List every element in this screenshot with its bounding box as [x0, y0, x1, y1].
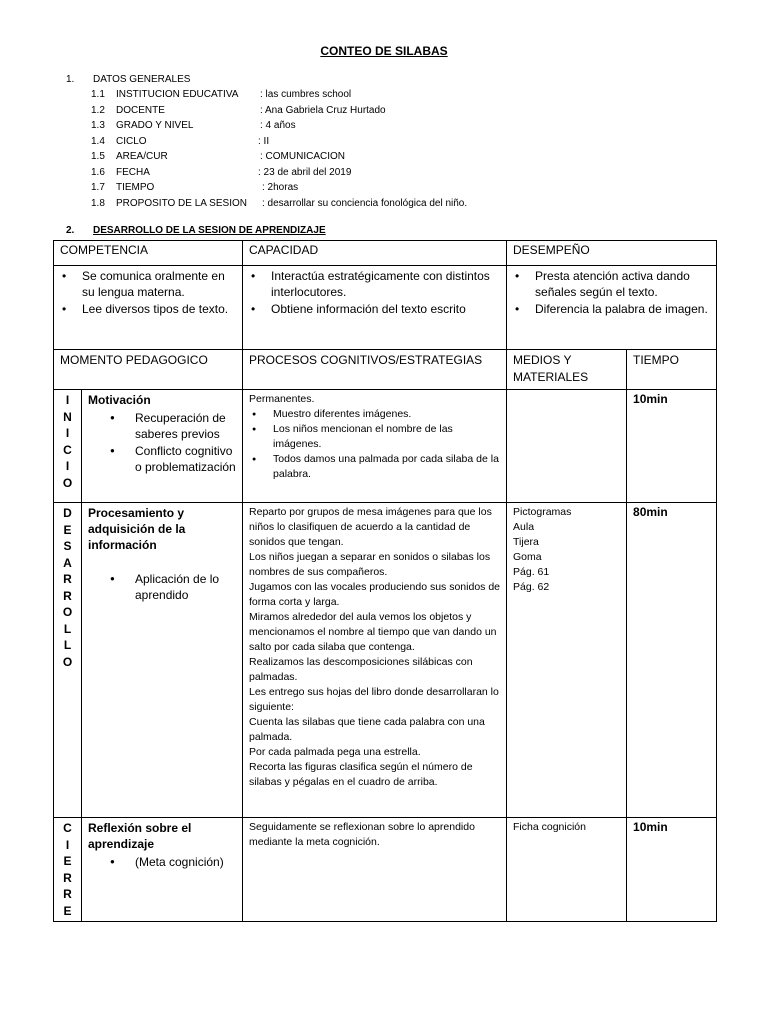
list-item: ● Conflicto cognitivo o problematización [88, 443, 236, 475]
row-number: 1.7 [91, 182, 105, 193]
vertical-letter: C [63, 821, 72, 835]
cierre-procesos-cell [243, 818, 507, 922]
cierre-medios-cell [507, 818, 627, 922]
material-item: Pág. 62 [513, 581, 550, 593]
momento-title: Motivación [88, 393, 151, 407]
desarrollo-vertical-label [54, 503, 82, 818]
row-key: INSTITUCION EDUCATIVA [116, 89, 239, 100]
vertical-letter: O [62, 654, 73, 669]
vertical-letter: I [65, 426, 70, 440]
row-number: 1.3 [91, 120, 105, 131]
section-number: 1. [66, 74, 75, 85]
desarrollo-row [54, 503, 717, 818]
vertical-letter: O [62, 475, 73, 490]
procesos-paragraph: Reparto por grupos de mesa imágenes para que los niños lo clasifiquen de acuerdo a la cantidad de sonidos que tengan. [249, 506, 492, 548]
procesos-intro: Permanentes. [249, 393, 315, 405]
row-key: PROPOSITO DE LA SESION [116, 197, 247, 209]
row-value: : 23 de abril del 2019 [258, 166, 352, 178]
section-label: DATOS GENERALES [93, 74, 191, 85]
procesos-paragraph: Cuenta las silabas que tiene cada palabra con una palmada. [249, 716, 485, 743]
header-capacidad: CAPACIDAD [243, 241, 507, 266]
row-value: : desarrollar su conciencia fonológica del niño. [262, 197, 468, 209]
table-header-row [54, 241, 717, 266]
desarrollo-medios-cell [507, 503, 627, 818]
row-value: : II [258, 135, 270, 147]
procesos-paragraph: Los niños juegan a separar en sonidos o silabas los nombres de sus compañeros. [249, 551, 491, 578]
material-item: Tijera [513, 536, 539, 548]
procesos-paragraph: Les entrego sus hojas del libro donde desarrollaran lo siguiente: [249, 686, 499, 713]
session-table [53, 240, 717, 922]
vertical-letter: R [63, 870, 72, 885]
desarrollo-procesos-cell [243, 503, 507, 818]
vertical-letter: L [63, 621, 72, 636]
row-key: DOCENTE [116, 104, 165, 116]
row-key: CICLO [116, 135, 147, 147]
vertical-letter: E [63, 854, 72, 868]
row-number: 1.8 [91, 197, 105, 209]
vertical-letter: R [63, 572, 72, 586]
procesos-paragraph: Por cada palmada pega una estrella. [249, 746, 421, 758]
procesos-paragraph: Recorta las figuras clasifica según el número de silabas y pégalas en el cuadro de arriba. [249, 761, 473, 788]
list-item: ● (Meta cognición) [88, 854, 236, 870]
inicio-row [54, 390, 717, 503]
header-medios: MEDIOS Y MATERIALES [507, 350, 627, 390]
material-item: Goma [513, 551, 542, 563]
material-item: Pág. 61 [513, 566, 550, 578]
capacidad-cell [243, 266, 507, 350]
competencia-cell [54, 266, 243, 350]
list-item: • Se comunica oralmente en su lengua materna. [60, 268, 236, 300]
vertical-letter: I [65, 837, 70, 852]
vertical-letter: E [63, 522, 72, 537]
list-item: ● Recuperación de saberes previos [88, 410, 236, 442]
row-value: : Ana Gabriela Cruz Hurtado [260, 104, 386, 116]
list-item: ● Muestro diferentes imágenes. [249, 407, 500, 422]
procesos-paragraph: Realizamos las descomposiciones silábicas con palmadas. [249, 656, 473, 683]
vertical-letter: L [63, 638, 72, 652]
row-number: 1.1 [91, 89, 105, 100]
list-item: ● Aplicación de lo aprendido [88, 571, 236, 603]
vertical-letter: E [63, 903, 72, 918]
header-procesos: PROCESOS COGNITIVOS/ESTRATEGIAS [243, 350, 507, 390]
header-tiempo: TIEMPO [627, 350, 717, 390]
inicio-vertical-label [54, 390, 82, 503]
material-item: Aula [513, 521, 535, 533]
header-competencia: COMPETENCIA [54, 241, 243, 266]
vertical-letter: O [62, 605, 73, 619]
row-number: 1.4 [91, 135, 105, 147]
procesos-paragraph: Seguidamente se reflexionan sobre lo aprendido mediante la meta cognición. [249, 821, 475, 848]
row-number: 1.6 [91, 166, 105, 178]
desempeno-cell [507, 266, 717, 350]
row-value: : COMUNICACION [260, 151, 345, 162]
section-label: DESARROLLO DE LA SESION DE APRENDIZAJE [93, 225, 326, 236]
row-key: FECHA [116, 166, 150, 178]
list-item: • Lee diversos tipos de texto. [60, 301, 236, 317]
row-value: : 4 años [260, 120, 296, 131]
cierre-tiempo: 10min [627, 818, 717, 922]
competencias-row [54, 266, 717, 350]
vertical-letter: R [63, 588, 72, 603]
list-item: ● Todos damos una palmada por cada silaba de la palabra. [249, 452, 500, 482]
desarrollo-momento-cell [82, 503, 243, 818]
list-item: • Interactúa estratégicamente con distintos interlocutores. [249, 268, 500, 300]
cierre-vertical-label [54, 818, 82, 922]
row-key: GRADO Y NIVEL [116, 120, 194, 131]
section-number: 2. [66, 225, 75, 236]
cierre-row [54, 818, 717, 922]
list-item: • Diferencia la palabra de imagen. [513, 301, 710, 317]
header-desempeno: DESEMPEÑO [507, 241, 717, 266]
vertical-letter: R [63, 887, 72, 901]
row-value: : 2horas [262, 182, 299, 193]
page-title: CONTEO DE SILABAS [320, 44, 448, 58]
header-momento: MOMENTO PEDAGOGICO [54, 350, 243, 390]
vertical-letter: A [63, 555, 72, 570]
row-key: TIEMPO [116, 182, 155, 193]
list-item: • Obtiene información del texto escrito [249, 301, 500, 317]
cierre-momento-cell [82, 818, 243, 922]
momento-title: Procesamiento y adquisición de la información [88, 506, 186, 552]
vertical-letter: C [63, 442, 72, 457]
desarrollo-tiempo: 80min [627, 503, 717, 818]
table-subheader-row [54, 350, 717, 390]
row-value: : las cumbres school [260, 89, 352, 100]
vertical-letter: I [65, 459, 70, 473]
inicio-medios-cell [507, 390, 627, 503]
inicio-procesos-cell [243, 390, 507, 503]
momento-title: Reflexión sobre el aprendizaje [88, 821, 192, 851]
material-item: Pictogramas [513, 506, 572, 518]
procesos-paragraph: Jugamos con las vocales produciendo sus sonidos de forma corta y larga. [249, 581, 501, 608]
list-item: • Presta atención activa dando señales según el texto. [513, 268, 710, 300]
procesos-paragraph: Miramos alrededor del aula vemos los objetos y mencionamos el nombre al tiempo que van dando un salto por cada silaba que contenga. [249, 611, 497, 653]
vertical-letter: N [63, 409, 72, 424]
vertical-letter: D [63, 506, 72, 520]
vertical-letter: I [65, 393, 70, 407]
vertical-letter: S [63, 539, 72, 553]
inicio-tiempo: 10min [627, 390, 717, 503]
row-key: AREA/CUR [116, 151, 168, 162]
material-item: Ficha cognición [513, 821, 586, 833]
row-number: 1.2 [91, 104, 105, 116]
inicio-momento-cell [82, 390, 243, 503]
row-number: 1.5 [91, 151, 105, 162]
list-item: ● Los niños mencionan el nombre de las imágenes. [249, 422, 500, 452]
